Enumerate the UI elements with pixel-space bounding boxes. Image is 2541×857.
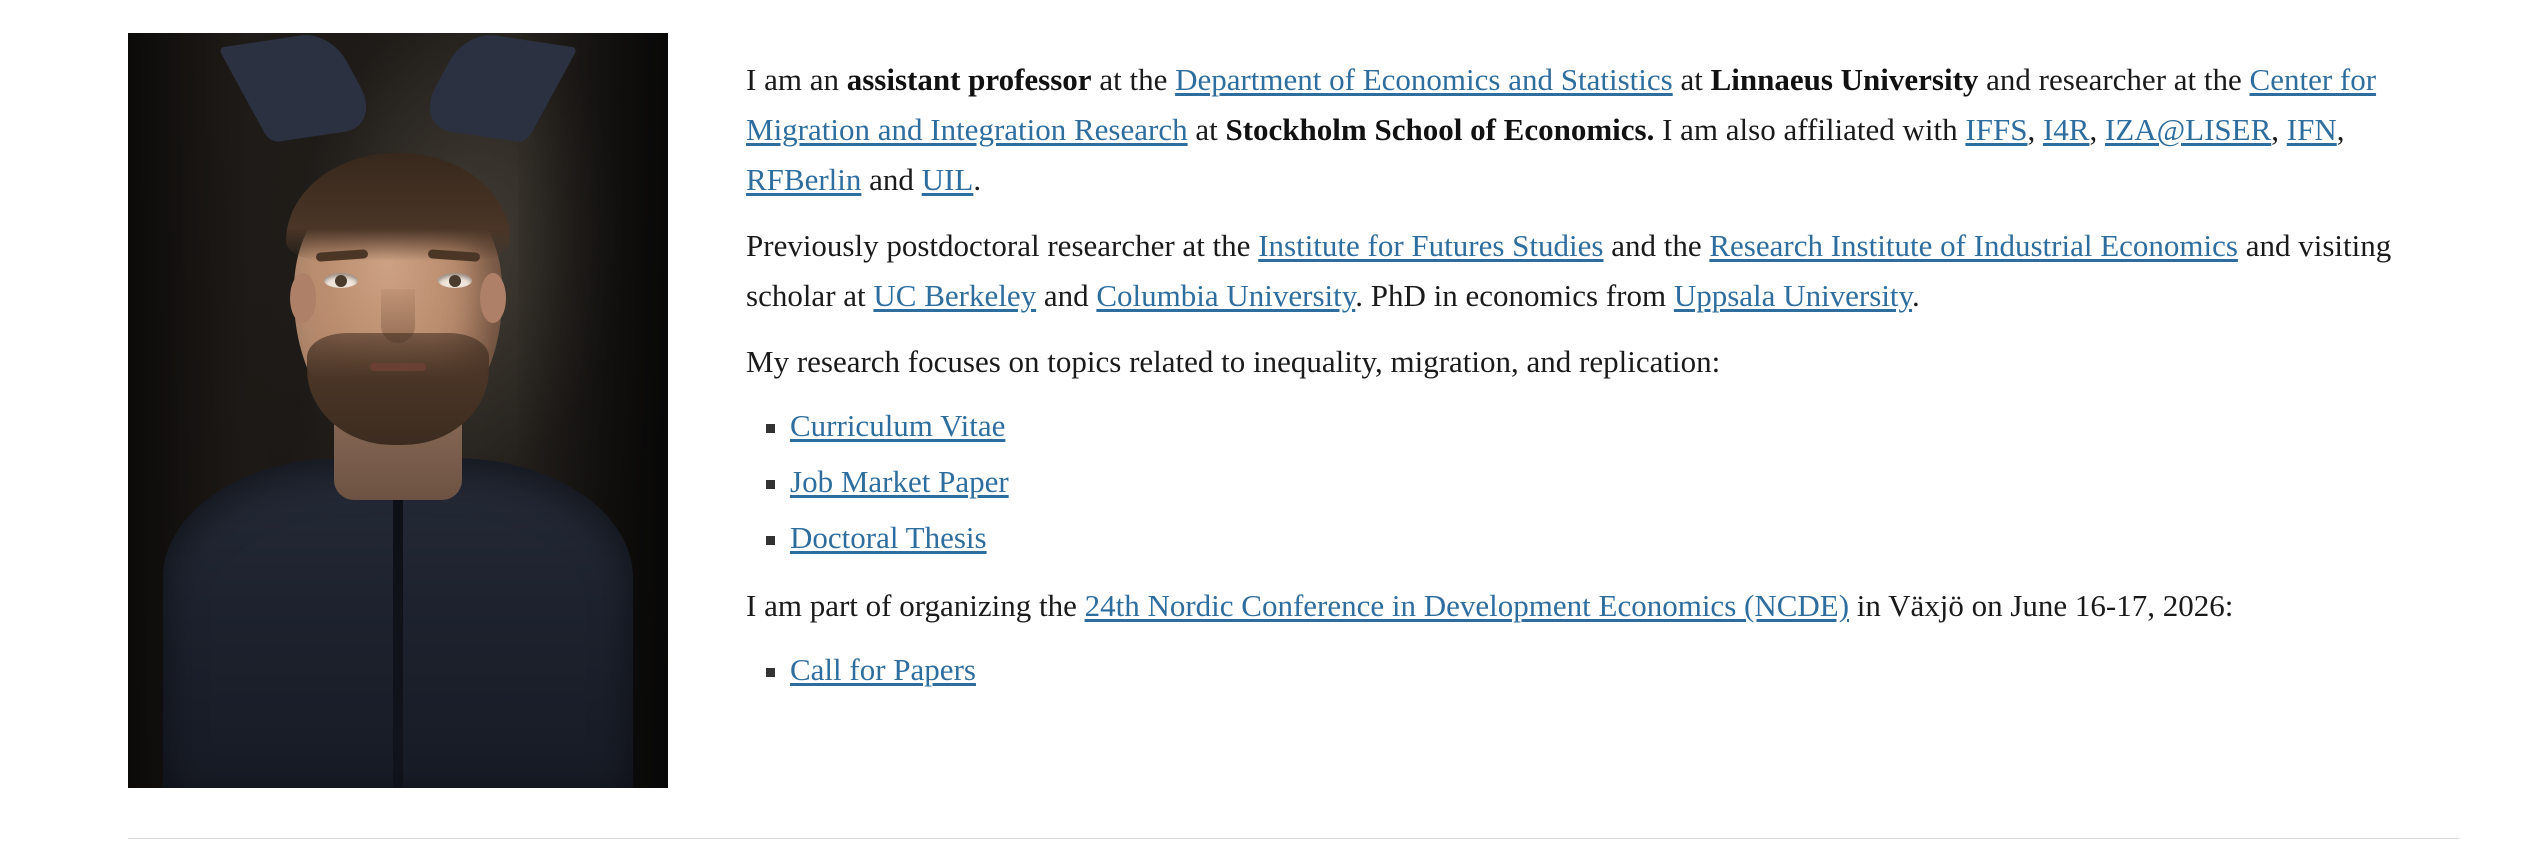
bio-paragraph-research-focus: My research focuses on topics related to inequality, migration, and replication: <box>746 344 1721 379</box>
text-fragment: , <box>2027 112 2043 147</box>
link-uppsala-university[interactable]: Uppsala University <box>1673 278 1913 313</box>
link-uil[interactable]: UIL <box>921 162 974 197</box>
link-research-institute-of-industrial-economics[interactable]: Research Institute of Industrial Economics <box>1709 228 2238 263</box>
link-department-of-economics-and-statistics[interactable]: Department of Economics and Statistics <box>1175 62 1673 97</box>
conference-links-list <box>746 645 2456 695</box>
link-call-for-papers[interactable]: Call for Papers <box>790 652 976 687</box>
list-item <box>790 513 2456 563</box>
link-columbia-university[interactable]: Columbia University <box>1096 278 1356 313</box>
list-item <box>790 457 2456 507</box>
photo-eye-right <box>438 273 472 288</box>
link-doctoral-thesis[interactable]: Doctoral Thesis <box>790 520 987 555</box>
text-fragment: in Växjö on June 16-17, 2026: <box>1849 588 2234 623</box>
bio-text-column <box>746 33 2456 713</box>
link-center-for-migration-and-integration-research[interactable]: Center for Migration and Integration Research <box>746 62 2377 147</box>
text-fragment: and researcher at the <box>1978 62 2250 97</box>
link-institute-for-futures-studies[interactable]: Institute for Futures Studies <box>1258 228 1604 263</box>
bio-paragraph-previous-positions <box>746 221 2456 321</box>
text-fragment: I am also affiliated with <box>1654 112 1966 147</box>
text-fragment: , <box>2089 112 2105 147</box>
text-fragment: and the <box>1603 228 1710 263</box>
photo-ear-left <box>290 273 316 323</box>
text-fragment: and visiting scholar at <box>746 228 2392 313</box>
school-name: Stockholm School of Economics. <box>1225 112 1655 147</box>
link-curriculum-vitae[interactable]: Curriculum Vitae <box>790 408 1006 443</box>
text-fragment: . <box>973 162 982 197</box>
link-iza-liser[interactable]: IZA@LISER <box>2104 112 2272 147</box>
photo-mouth <box>370 363 426 371</box>
text-fragment: and <box>861 162 922 197</box>
university-name: Linnaeus University <box>1710 62 1979 97</box>
text-fragment: I am part of organizing the <box>746 588 1085 623</box>
text-fragment: . <box>1912 278 1920 313</box>
portrait-photo <box>128 33 668 788</box>
current-role: assistant professor <box>846 62 1092 97</box>
footer-divider <box>128 838 2459 839</box>
text-fragment: and <box>1036 278 1097 313</box>
text-fragment: , <box>2271 112 2287 147</box>
list-item <box>790 401 2456 451</box>
list-item <box>790 645 2456 695</box>
text-fragment: at <box>1187 112 1226 147</box>
text-fragment: at <box>1672 62 1711 97</box>
link-ifn[interactable]: IFN <box>2286 112 2337 147</box>
link-rfberlin[interactable]: RFBerlin <box>746 162 862 197</box>
link-i4r[interactable]: I4R <box>2042 112 2090 147</box>
bio-paragraph-conference <box>746 581 2456 631</box>
photo-shirt <box>163 458 633 788</box>
link-ncde-conference[interactable]: 24th Nordic Conference in Development Economics (NCDE) <box>1084 588 1850 623</box>
bio-paragraph-affiliations <box>746 55 2456 205</box>
text-fragment: , <box>2336 112 2345 147</box>
link-uc-berkeley[interactable]: UC Berkeley <box>873 278 1037 313</box>
link-iffs[interactable]: IFFS <box>1965 112 2028 147</box>
photo-eye-left <box>324 273 358 288</box>
link-job-market-paper[interactable]: Job Market Paper <box>790 464 1009 499</box>
text-fragment: I am an <box>746 62 847 97</box>
text-fragment: . PhD in economics from <box>1355 278 1674 313</box>
photo-ear-right <box>480 273 506 323</box>
text-fragment: at the <box>1091 62 1176 97</box>
research-links-list <box>746 401 2456 563</box>
text-fragment: Previously postdoctoral researcher at the <box>746 228 1259 263</box>
